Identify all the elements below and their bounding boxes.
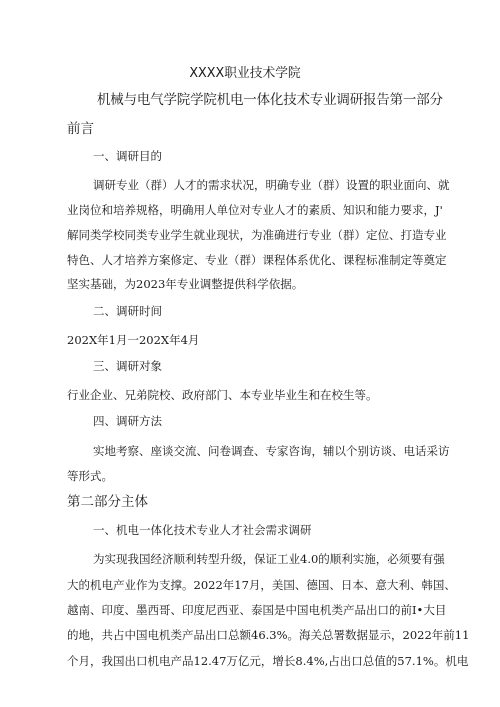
- paragraph-line: 大的机电产业作为支撑。2022年17月，美国、德国、日本、意大利、韩国、: [67, 578, 456, 592]
- paragraph-line: 等形式。: [67, 469, 113, 483]
- paragraph-line: 的地，共占中国电机类产品出口总额46.3%。海关总署数据显示，2022年前11: [67, 628, 470, 642]
- paragraph-line: 坚实基础，为2023年专业调整提供科学依据。: [67, 277, 304, 291]
- paragraph-line: 调研专业（群）人才的需求状况，明确专业（群）设置的职业面向、就: [93, 178, 450, 192]
- document-subtitle: 机械与电气学院学院机电一体化技术专业调研报告第一部分: [97, 92, 443, 108]
- paragraph-line: 越南、印度、墨西哥、印度尼西亚、泰国是中国电机类产品出口的前I•大目: [67, 603, 447, 617]
- paragraph-line: 202X年1月一202X年4月: [67, 333, 200, 347]
- section-heading-methods: 四、调研方法: [93, 414, 162, 428]
- section-heading-subjects: 三、调研对象: [93, 359, 162, 373]
- section-heading-demand: 一、机电一体化技术专业人才社会需求调研: [93, 523, 312, 537]
- document-title: XXXX职业技术学院: [189, 66, 301, 81]
- part1-heading: 前言: [67, 121, 94, 137]
- paragraph-line: 业岗位和培养规格，明确用人单位对专业人才的素质、知识和能力要求，J': [67, 203, 443, 217]
- paragraph-line: 个月，我国出口机电产品12.47万亿元，增长8.4%,占出口总值的57.1%。机电: [67, 654, 469, 668]
- part2-heading: 第二部分主体: [67, 494, 148, 510]
- paragraph-line: 行业企业、兄弟院校、政府部门、本专业毕业生和在校生等。: [67, 388, 378, 402]
- paragraph-line: 特色、人才培养方案修定、专业（群）课程体系优化、课程标准制定等奠定: [67, 253, 447, 267]
- paragraph-line: 实地考察、座谈交流、问卷调查、专家咨询，辅以个别访谈、电话采访: [93, 444, 450, 458]
- section-heading-purpose: 一、调研目的: [93, 149, 162, 163]
- section-heading-time: 二、调研时间: [93, 304, 162, 318]
- paragraph-line: 解同类学校同类专业学生就业现状，为准确进行专业（群）定位、打造专业: [67, 228, 447, 242]
- paragraph-line: 为实现我国经济顺利转型升级，保证工业4.0的顺利实施，必须要有强: [93, 552, 445, 566]
